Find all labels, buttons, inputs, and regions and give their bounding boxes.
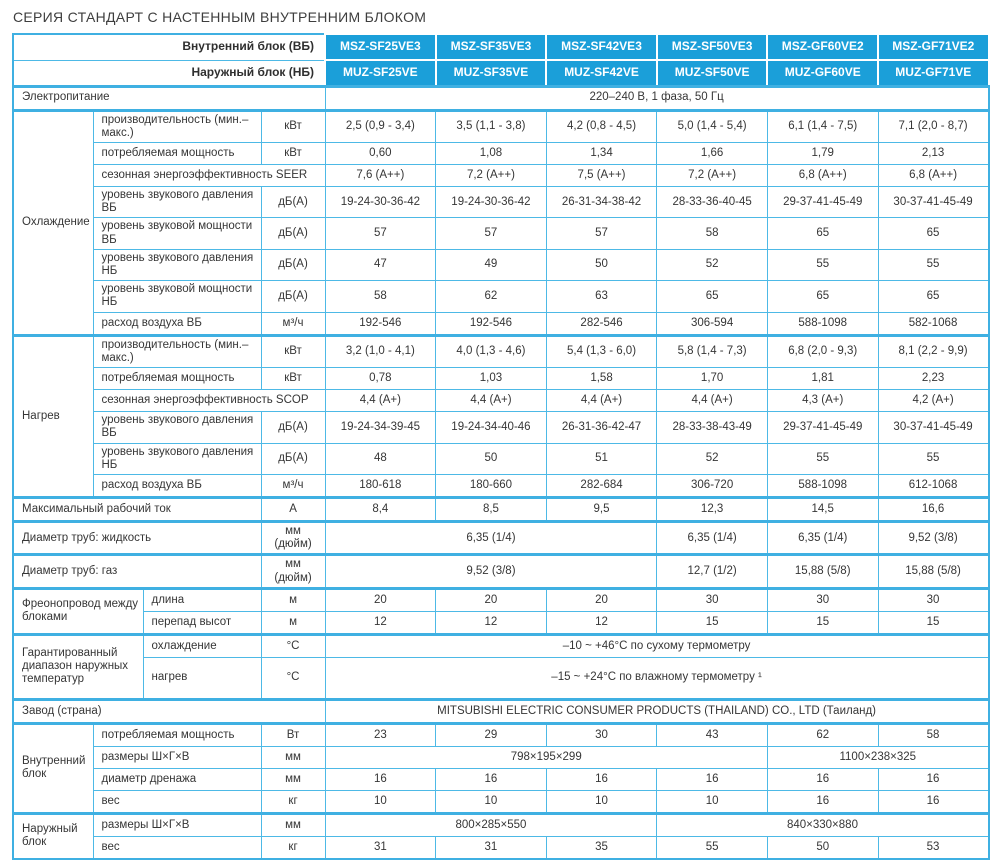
value-cell: 30 — [878, 588, 989, 611]
value-cell: 50 — [436, 443, 547, 474]
value-cell: 2,23 — [878, 368, 989, 390]
table-row — [13, 164, 989, 186]
value-cell: 31 — [325, 836, 436, 859]
row-label: размеры Ш×Г×В — [93, 746, 261, 768]
value-cell: 9,52 (3/8) — [325, 555, 657, 588]
value-cell: 47 — [325, 249, 436, 280]
value-cell: 4,4 (A+) — [325, 390, 436, 412]
row-label: длина — [143, 588, 261, 611]
model-header-cell: MUZ-SF25VE — [325, 60, 436, 86]
value-cell: 51 — [546, 443, 657, 474]
value-cell: 30-37-41-45-49 — [878, 186, 989, 217]
table-row — [13, 368, 989, 390]
value-cell: 12 — [436, 611, 547, 634]
value-cell: 3,5 (1,1 - 3,8) — [436, 110, 547, 142]
value-cell: 2,13 — [878, 142, 989, 164]
row-label: диаметр дренажа — [93, 768, 261, 790]
row-label: производительность (мин.–макс.) — [93, 335, 261, 367]
value-cell: 1,34 — [546, 142, 657, 164]
unit-cell: м — [261, 588, 325, 611]
value-cell: 1,79 — [767, 142, 878, 164]
value-cell: 6,8 (2,0 - 9,3) — [767, 335, 878, 367]
value-cell: 282-546 — [546, 312, 657, 335]
table-row — [13, 790, 989, 813]
value-cell: 4,4 (A+) — [436, 390, 547, 412]
value-cell: 55 — [657, 836, 768, 859]
value-cell: –15 ~ +24°С по влажному термометру ¹ — [325, 657, 989, 699]
table-row — [13, 281, 989, 312]
value-cell: 0,60 — [325, 142, 436, 164]
value-cell: 29-37-41-45-49 — [767, 186, 878, 217]
value-cell: 1,81 — [767, 368, 878, 390]
value-cell: 16 — [325, 768, 436, 790]
unit-cell: дБ(А) — [261, 186, 325, 217]
value-cell: 7,5 (A++) — [546, 164, 657, 186]
value-cell: 10 — [546, 790, 657, 813]
value-cell: 23 — [325, 723, 436, 746]
table-row — [13, 218, 989, 249]
value-cell: 15,88 (5/8) — [878, 555, 989, 588]
value-cell: 306-720 — [657, 475, 768, 498]
value-cell: 282-684 — [546, 475, 657, 498]
row-group-label: Внутренний блок — [13, 723, 93, 813]
value-cell: 16 — [436, 768, 547, 790]
row-group-label: Гарантированный диапазон наружных температур — [13, 634, 143, 699]
value-cell: 6,8 (A++) — [878, 164, 989, 186]
value-cell: 192-546 — [436, 312, 547, 335]
model-header-cell: MSZ-GF60VE2 — [767, 34, 878, 60]
header-label: Внутренний блок (ВБ) — [13, 34, 325, 60]
table-row — [13, 412, 989, 443]
value-cell: 53 — [878, 836, 989, 859]
value-cell: 220–240 В, 1 фаза, 50 Гц — [325, 86, 989, 110]
row-group-label: Охлаждение — [13, 110, 93, 335]
value-cell: 15 — [878, 611, 989, 634]
unit-cell: мм (дюйм) — [261, 555, 325, 588]
value-cell: 58 — [325, 281, 436, 312]
table-row — [13, 498, 989, 522]
row-label: сезонная энергоэффективность SCOP — [93, 390, 325, 412]
value-cell: 4,2 (0,8 - 4,5) — [546, 110, 657, 142]
value-cell: 180-660 — [436, 475, 547, 498]
value-cell: 192-546 — [325, 312, 436, 335]
value-cell: 50 — [767, 836, 878, 859]
value-cell: 65 — [878, 281, 989, 312]
table-row — [13, 60, 989, 86]
value-cell: 10 — [325, 790, 436, 813]
value-cell: 35 — [546, 836, 657, 859]
value-cell: 26-31-36-42-47 — [546, 412, 657, 443]
table-row — [13, 522, 989, 555]
value-cell: 62 — [767, 723, 878, 746]
unit-cell: мм (дюйм) — [261, 522, 325, 555]
value-cell: 12,7 (1/2) — [657, 555, 768, 588]
row-label: Завод (страна) — [13, 699, 325, 723]
value-cell: 6,35 (1/4) — [657, 522, 768, 555]
table-row — [13, 186, 989, 217]
value-cell: 16 — [546, 768, 657, 790]
value-cell: 0,78 — [325, 368, 436, 390]
value-cell: 6,1 (1,4 - 7,5) — [767, 110, 878, 142]
value-cell: 4,4 (A+) — [546, 390, 657, 412]
value-cell: 58 — [657, 218, 768, 249]
row-label: сезонная энергоэффективность SEER — [93, 164, 325, 186]
table-row — [13, 699, 989, 723]
value-cell: 55 — [767, 249, 878, 280]
model-header-cell: MSZ-SF50VE3 — [657, 34, 768, 60]
unit-cell: мм — [261, 813, 325, 836]
value-cell: 9,52 (3/8) — [878, 522, 989, 555]
unit-cell: кВт — [261, 335, 325, 367]
value-cell: 58 — [878, 723, 989, 746]
spec-table-body — [13, 34, 989, 859]
value-cell: 55 — [767, 443, 878, 474]
value-cell: –10 ~ +46°С по сухому термометру — [325, 634, 989, 657]
value-cell: 65 — [878, 218, 989, 249]
value-cell: 840×330×880 — [657, 813, 989, 836]
value-cell: 7,6 (A++) — [325, 164, 436, 186]
value-cell: 16 — [657, 768, 768, 790]
value-cell: 10 — [657, 790, 768, 813]
model-header-cell: MSZ-SF42VE3 — [546, 34, 657, 60]
row-label: размеры Ш×Г×В — [93, 813, 261, 836]
value-cell: 1,66 — [657, 142, 768, 164]
unit-cell: кг — [261, 790, 325, 813]
table-row — [13, 768, 989, 790]
row-label: охлаждение — [143, 634, 261, 657]
table-row — [13, 634, 989, 657]
value-cell: 55 — [878, 443, 989, 474]
value-cell: 1,08 — [436, 142, 547, 164]
row-label: уровень звуковой мощности НБ — [93, 281, 261, 312]
unit-cell: мм — [261, 746, 325, 768]
value-cell: 10 — [436, 790, 547, 813]
model-header-cell: MUZ-SF50VE — [657, 60, 768, 86]
row-label: Максимальный рабочий ток — [13, 498, 261, 522]
value-cell: 65 — [767, 281, 878, 312]
value-cell: 6,35 (1/4) — [325, 522, 657, 555]
unit-cell: дБ(А) — [261, 218, 325, 249]
value-cell: 31 — [436, 836, 547, 859]
value-cell: 582-1068 — [878, 312, 989, 335]
model-header-cell: MUZ-SF35VE — [436, 60, 547, 86]
value-cell: 8,1 (2,2 - 9,9) — [878, 335, 989, 367]
row-label: производительность (мин.–макс.) — [93, 110, 261, 142]
value-cell: 16 — [878, 768, 989, 790]
value-cell: 26-31-34-38-42 — [546, 186, 657, 217]
table-row — [13, 588, 989, 611]
value-cell: 15 — [657, 611, 768, 634]
value-cell: 29-37-41-45-49 — [767, 412, 878, 443]
value-cell: 306-594 — [657, 312, 768, 335]
table-row — [13, 813, 989, 836]
value-cell: 6,8 (A++) — [767, 164, 878, 186]
value-cell: 4,3 (A+) — [767, 390, 878, 412]
value-cell: 1,03 — [436, 368, 547, 390]
value-cell: 52 — [657, 249, 768, 280]
value-cell: 29 — [436, 723, 547, 746]
value-cell: 4,2 (A+) — [878, 390, 989, 412]
value-cell: 50 — [546, 249, 657, 280]
value-cell: 12,3 — [657, 498, 768, 522]
table-row — [13, 555, 989, 588]
value-cell: 8,4 — [325, 498, 436, 522]
value-cell: 12 — [325, 611, 436, 634]
value-cell: 52 — [657, 443, 768, 474]
value-cell: 62 — [436, 281, 547, 312]
row-label: Диаметр труб: жидкость — [13, 522, 261, 555]
value-cell: MITSUBISHI ELECTRIC CONSUMER PRODUCTS (THAILAND) CO., LTD (Таиланд) — [325, 699, 989, 723]
model-header-cell: MSZ-GF71VE2 — [878, 34, 989, 60]
value-cell: 798×195×299 — [325, 746, 767, 768]
value-cell: 20 — [546, 588, 657, 611]
value-cell: 180-618 — [325, 475, 436, 498]
unit-cell: мм — [261, 768, 325, 790]
value-cell: 14,5 — [767, 498, 878, 522]
value-cell: 1,58 — [546, 368, 657, 390]
value-cell: 15,88 (5/8) — [767, 555, 878, 588]
value-cell: 30 — [546, 723, 657, 746]
value-cell: 55 — [878, 249, 989, 280]
table-row — [13, 142, 989, 164]
value-cell: 49 — [436, 249, 547, 280]
row-group-label: Наружный блок — [13, 813, 93, 859]
model-header-cell: MUZ-GF71VE — [878, 60, 989, 86]
table-row — [13, 746, 989, 768]
value-cell: 4,0 (1,3 - 4,6) — [436, 335, 547, 367]
value-cell: 16 — [767, 790, 878, 813]
row-label: расход воздуха ВБ — [93, 312, 261, 335]
model-header-cell: MSZ-SF35VE3 — [436, 34, 547, 60]
row-label: нагрев — [143, 657, 261, 699]
row-label: перепад высот — [143, 611, 261, 634]
table-row — [13, 312, 989, 335]
unit-cell: кВт — [261, 142, 325, 164]
unit-cell: °С — [261, 634, 325, 657]
value-cell: 5,0 (1,4 - 5,4) — [657, 110, 768, 142]
value-cell: 4,4 (A+) — [657, 390, 768, 412]
value-cell: 16,6 — [878, 498, 989, 522]
row-label: расход воздуха ВБ — [93, 475, 261, 498]
unit-cell: дБ(А) — [261, 281, 325, 312]
value-cell: 48 — [325, 443, 436, 474]
value-cell: 19-24-34-40-46 — [436, 412, 547, 443]
value-cell: 30-37-41-45-49 — [878, 412, 989, 443]
value-cell: 15 — [767, 611, 878, 634]
value-cell: 65 — [767, 218, 878, 249]
unit-cell: дБ(А) — [261, 249, 325, 280]
value-cell: 9,5 — [546, 498, 657, 522]
value-cell: 1,70 — [657, 368, 768, 390]
value-cell: 7,2 (A++) — [436, 164, 547, 186]
unit-cell: А — [261, 498, 325, 522]
value-cell: 12 — [546, 611, 657, 634]
row-label: уровень звукового давления НБ — [93, 249, 261, 280]
model-header-cell: MSZ-SF25VE3 — [325, 34, 436, 60]
unit-cell: кВт — [261, 110, 325, 142]
table-row — [13, 836, 989, 859]
value-cell: 19-24-30-36-42 — [325, 186, 436, 217]
value-cell: 16 — [767, 768, 878, 790]
value-cell: 800×285×550 — [325, 813, 657, 836]
table-row — [13, 390, 989, 412]
value-cell: 3,2 (1,0 - 4,1) — [325, 335, 436, 367]
table-row — [13, 443, 989, 474]
value-cell: 5,4 (1,3 - 6,0) — [546, 335, 657, 367]
value-cell: 2,5 (0,9 - 3,4) — [325, 110, 436, 142]
value-cell: 20 — [325, 588, 436, 611]
unit-cell: дБ(А) — [261, 443, 325, 474]
value-cell: 1100×238×325 — [767, 746, 988, 768]
value-cell: 65 — [657, 281, 768, 312]
value-cell: 5,8 (1,4 - 7,3) — [657, 335, 768, 367]
header-label: Наружный блок (НБ) — [13, 60, 325, 86]
value-cell: 43 — [657, 723, 768, 746]
table-row — [13, 611, 989, 634]
value-cell: 588-1098 — [767, 312, 878, 335]
value-cell: 28-33-38-43-49 — [657, 412, 768, 443]
value-cell: 57 — [546, 218, 657, 249]
row-label: уровень звукового давления ВБ — [93, 186, 261, 217]
value-cell: 63 — [546, 281, 657, 312]
row-label: уровень звукового давления НБ — [93, 443, 261, 474]
row-group-label: Фреонопровод между блоками — [13, 588, 143, 634]
value-cell: 30 — [767, 588, 878, 611]
table-row — [13, 249, 989, 280]
table-row — [13, 34, 989, 60]
row-label: потребляемая мощность — [93, 368, 261, 390]
unit-cell: кВт — [261, 368, 325, 390]
unit-cell: м³/ч — [261, 312, 325, 335]
row-label: потребляемая мощность — [93, 142, 261, 164]
unit-cell: кг — [261, 836, 325, 859]
value-cell: 6,35 (1/4) — [767, 522, 878, 555]
unit-cell: м³/ч — [261, 475, 325, 498]
unit-cell: дБ(А) — [261, 412, 325, 443]
value-cell: 57 — [325, 218, 436, 249]
value-cell: 7,2 (A++) — [657, 164, 768, 186]
row-label: Диаметр труб: газ — [13, 555, 261, 588]
table-row — [13, 335, 989, 367]
value-cell: 16 — [878, 790, 989, 813]
row-label: уровень звуковой мощности ВБ — [93, 218, 261, 249]
value-cell: 19-24-34-39-45 — [325, 412, 436, 443]
table-row — [13, 86, 989, 110]
value-cell: 19-24-30-36-42 — [436, 186, 547, 217]
table-row — [13, 110, 989, 142]
value-cell: 7,1 (2,0 - 8,7) — [878, 110, 989, 142]
table-row — [13, 723, 989, 746]
row-label: потребляемая мощность — [93, 723, 261, 746]
unit-cell: м — [261, 611, 325, 634]
value-cell: 28-33-36-40-45 — [657, 186, 768, 217]
table-row — [13, 657, 989, 699]
value-cell: 8,5 — [436, 498, 547, 522]
unit-cell: Вт — [261, 723, 325, 746]
value-cell: 30 — [657, 588, 768, 611]
row-label: Электропитание — [13, 86, 325, 110]
row-group-label: Нагрев — [13, 335, 93, 497]
page-title: СЕРИЯ СТАНДАРТ С НАСТЕННЫМ ВНУТРЕННИМ БЛОКОМ — [13, 9, 427, 25]
value-cell: 20 — [436, 588, 547, 611]
value-cell: 612-1068 — [878, 475, 989, 498]
row-label: вес — [93, 790, 261, 813]
value-cell: 588-1098 — [767, 475, 878, 498]
value-cell: 57 — [436, 218, 547, 249]
model-header-cell: MUZ-GF60VE — [767, 60, 878, 86]
model-header-cell: MUZ-SF42VE — [546, 60, 657, 86]
row-label: вес — [93, 836, 261, 859]
row-label: уровень звукового давления ВБ — [93, 412, 261, 443]
table-row — [13, 475, 989, 498]
unit-cell: °С — [261, 657, 325, 699]
